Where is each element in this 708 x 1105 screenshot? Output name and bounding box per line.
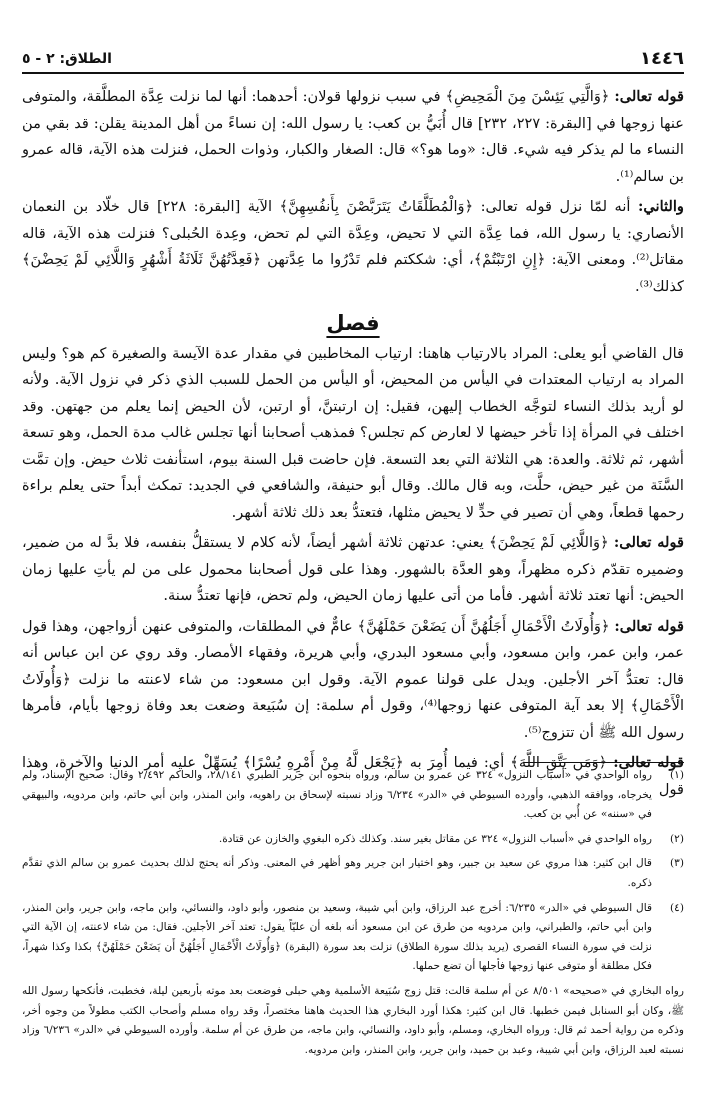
page-header — [22, 48, 684, 69]
section-title: فصل — [326, 311, 380, 335]
chapter-title: الطلاق: ٢ - ٥ — [22, 50, 112, 67]
footnote: (٢) رواه الواحدي في «أسباب النزول» ٣٢٤ عن مقاتل بغير سند. وكذلك ذكره البغوي والخازن عن قتادة. — [218, 832, 684, 845]
footnote: (٤) قال السيوطي في «الدر» ٦/٢٣٥: أخرج عبد الرزاق، وابن أبي شيبة، وسعيد بن منصور، وأبو داود، والنسائي، وابن ماجه، وابن جرير، وابن المنذر، وابن أبي حاتم، والطبراني، وابن مردويه من طرق عن ابن مسعود أنه بلغه أن عليّاً يقول: تعتد آخر الأجلين. فقال: من شاء لاعنته، إن الآية التي نزلت في سورة النساء القصرى (يريد بذلك سورة الطلاق) نزلت بعد سورة (البقرة) ﴿وَأُولَاتُ الْأَحْمَالِ أَجَلُهُنَّ أَن يَضَعْنَ حَمْلَهُنَّ﴾ بكذا وكذا شهراً، فكل مطلقة أو متوفى عنها زوجها فأجلها أن تضع حملها. — [22, 901, 684, 973]
paragraph: والثاني: أنه لمّا نزل قوله تعالى: ﴿وَالْمُطَلَّقَاتُ يَتَرَبَّصْنَ بِأَنفُسِهِنَّ﴾ الآية [البقرة: ٢٢٨] قال خلّاد بن النعمان الأنصاري: يا رسول الله، فما عِدَّة التي لا تحيض، وعِدَّة التي لم تحض، وعِدة الحُبلى؟ فنزلت هذه الآية، قاله مقاتل⁽²⁾. ومعنى الآية: ﴿إِنِ ارْتَبْتُمْ﴾، أي: شككتم فلم تَدْرُوا ما عِدَّتهن ﴿فَعِدَّتُهُنَّ ثَلَاثَةُ أَشْهُرٍ وَاللَّائِي لَمْ يَحِضْنَ﴾ كذلك⁽³⁾. — [22, 198, 684, 295]
paragraph: قوله تعالى: ﴿وَأُولَاتُ الْأَحْمَالِ أَجَلُهُنَّ أَن يَضَعْنَ حَمْلَهُنَّ﴾ عامٌّ في المطلقات، والمتوفى عنهن أزواجهن، وهذا قول عمر، وابن عمر، وابن مسعود، وأبي مسعود البدري، وأبي هريرة، وفقهاء الأمصار. وقد روي عن ابن عباس أنه قال: تعتدُّ آخر الأجلين. ويدل على قولنا عموم الآية. وقول ابن مسعود: من شاء لاعنته ما نزلت ﴿وَأُولَاتُ الْأَحْمَالِ﴾ إلا بعد آية المتوفى عنها زوجها⁽⁴⁾، وقول أم سلمة: إن سُبَيعة وضعت بعد وفاة زوجها بأيام، فأمرها رسول الله ﷺ أن تتزوج⁽⁵⁾. — [22, 617, 684, 741]
paragraph: قال القاضي أبو يعلى: المراد بالارتياب هاهنا: ارتياب المخاطبين في مقدار عدة الآيسة والصغيرة كم هو؟ وليس المراد به ارتياب المعتدات في اليأس من المحيض، أو اليأس من الحمل للسبب الذي ذكر في نزول الآية. ولأنه لو أريد بذلك النساء لتوجَّه الخطاب إليهن، فقيل: إن ارتبتنَّ، أو ارتبن، لأن الحيض إنما يعلم من جهتهن. وقد اختلف في المرأة إذا تأخر حيضها لا لعارض كم تجلس؟ فمذهب أصحابنا أنها تجلس غالب مدة الحمل، وهو تسعة أشهر، ثم ثلاثة. والعدة: هي الثلاثة التي بعد التسعة. فإن حاضت قبل السنة بيوم، استأنفت ثلاث حيض. وإن تمَّت السَّنَة من غير حيض، حلَّت، وبه قال مالك. وقال أبو حنيفة، والشافعي في الجديد: تمكث أبداً حتى يعلم براءة رحمها قطعاً، وهي أن تصير في حدٍّ لا يحيض مثلها، فتعتدُّ بعد ذلك ثلاثة أشهر. — [22, 344, 684, 521]
footnote: رواه البخاري في «صحيحه» ٨/٥٠١ عن أم سلمة قالت: قتل زوج سُبَيعة الأسلمية وهي حبلى فوضعت بعد موته بأربعين ليلة، فخطبت، فأنكحها رسول الله ﷺ، وكان أبو السنابل فيمن خطبها. قال ابن كثير: هكذا أورد البخاري هذا الحديث هاهنا مختصراً، وقد رواه مسلم وأصحاب الكتب مطولاً من وجوه أخر، وذكره من رواية أحمد ثم قال: ورواه البخاري، ومسلم، وأبو داود، والنسائي، وابن ماجه، من طرق عن أم سلمة. وأورده السيوطي في «الدر» ٦/٢٣٦ وزاد نسبته لعبد الرزاق، وابن أبي شيبة، وعبد بن حميد، وابن جرير، وابن المنذر، وابن مردويه. — [22, 984, 685, 1056]
paragraph: قوله تعالى: ﴿وَاللَّائِي لَمْ يَحِضْنَ﴾ يعني: عدتهن ثلاثة أشهر أيضاً، لأنه كلام لا يستقلُّ بنفسه، فلا بدَّ له من ضمير، وضميره تقدّم ذكره مظهراً، وهو العدَّة بالشهور. وهذا على قول أصحابنا محمول على من لم يأتِ عليها زمان الحيض: أنها تعتد ثلاثة أشهر. فأما من أتى عليها زمان الحيض، ولم تحض، فإنها تعتدُّ سنة. — [22, 534, 684, 604]
footnote: (٣) قال ابن كثير: هذا مروي عن سعيد بن جبير، وهو اختيار ابن جرير وهو أظهر في المعنى. وذكر أنه يحتج لذلك بحديث عمرو بن سالم الذي تقدَّم ذكره. — [22, 857, 684, 889]
header-divider — [22, 72, 684, 74]
paragraph: قوله تعالى: ﴿وَمَن يَتَّقِ اللَّهَ﴾ أي: فيما أُمِرَ به ﴿يَجْعَل لَّهُ مِنْ أَمْرِهِ يُسْرًا﴾ يُسَهِّلْ عليه أمر الدنيا والآخرة، وهذا قول — [22, 754, 684, 798]
page-number: ١٤٤٦ — [640, 48, 684, 69]
footnote: (١) رواه الواحدي في «أسباب النزول» ٣٢٤ عن عمرو بن سالم، ورواه بنحوه ابن جرير الطبري ٢٨/١٤١، والحاكم ٢/٤٩٢ وقال: صحيح الإسناد، ولم يخرجاه، ووافقه الذهبي، وأورده السيوطي في «الدر» ٦/٢٣٤ وزاد نسبته لإسحاق بن راهويه، وابن المنذر، وابن أبي حاتم، وابن مردويه، والبيهقي في «سننه» عن أُبي بن كعب. — [22, 769, 684, 821]
footnotes — [22, 766, 684, 1065]
footnote-divider — [524, 762, 684, 763]
paragraph: قوله تعالى: ﴿وَالَّتِي يَئِسْنَ مِنَ الْمَحِيضِ﴾ في سبب نزولها قولان: أحدهما: أنها لما نزلت عِدَّة المطلَّقة، والمتوفى عنها زوجها في [البقرة: ٢٢٧، ٢٣٢] قال أُبَيُّ بن كعب: يا رسول الله: إن نساءً من أهل المدينة يقلن: قد بقي من النساء ما لم يذكر فيه شيء. قال: «وما هو؟» قال: الصغار والكبار، وذوات الحمل، فنزلت هذه الآية، قاله عمرو بن سالم⁽¹⁾. — [22, 88, 684, 185]
main-text — [22, 84, 684, 807]
